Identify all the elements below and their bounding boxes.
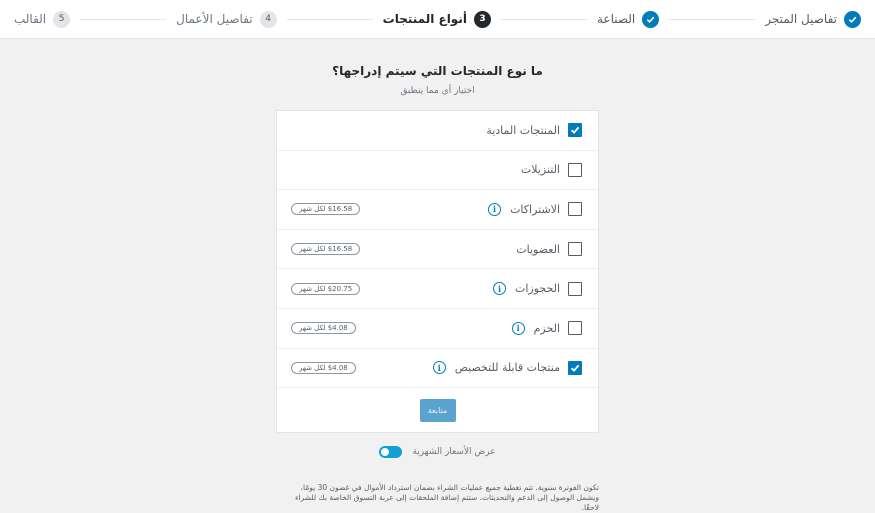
- page-heading: [0, 64, 875, 96]
- product-option-physical[interactable]: [277, 111, 598, 151]
- page-title: ما نوع المنتجات التي سيتم إدراجها؟: [332, 64, 543, 78]
- info-icon[interactable]: i: [493, 282, 506, 295]
- product-option-memberships[interactable]: [277, 230, 598, 270]
- step-industry[interactable]: [597, 11, 659, 28]
- info-icon[interactable]: i: [488, 203, 501, 216]
- price-badge: $4.08 لكل شهر: [291, 362, 356, 374]
- step-connector: [501, 19, 587, 20]
- step-label: القالب: [13, 12, 47, 26]
- toggle-label: عرض الأسعار الشهرية: [412, 447, 496, 457]
- continue-button[interactable]: متابعة: [420, 399, 456, 422]
- info-icon[interactable]: i: [433, 361, 446, 374]
- product-option-label: الاشتراكات: [510, 202, 560, 216]
- step-connector: [80, 19, 166, 20]
- product-option-label: الحزم: [533, 321, 560, 335]
- step-store-details[interactable]: [765, 11, 861, 28]
- step-business-details[interactable]: [176, 11, 276, 28]
- billing-footnote: تكون الفوترة سنوية. تتم تغطية جميع عمليات الشراء بضمان استرداد الأموال في غضون 30 يومًا، ويشمل الوصول إلى الدعم والتحديثات. ستتم إضافة الملحقات إلى عربة التسوق الخاصة بك للشراء لاحقًا.: [294, 483, 599, 512]
- product-option-customizable[interactable]: [277, 349, 598, 389]
- step-label: تفاصيل الأعمال: [176, 12, 253, 26]
- product-option-label: منتجات قابلة للتخصيص: [454, 361, 560, 375]
- step-connector: [287, 19, 373, 20]
- product-option-label: الحجوزات: [514, 282, 560, 296]
- price-badge: $4.08 لكل شهر: [291, 322, 356, 334]
- price-badge: $16.58 لكل شهر: [291, 203, 360, 215]
- checkbox-checked-icon[interactable]: [568, 123, 582, 137]
- price-badge: $20.75 لكل شهر: [291, 283, 360, 295]
- product-option-bookings[interactable]: [277, 269, 598, 309]
- step-number: 3: [474, 11, 491, 28]
- checkbox-unchecked-icon[interactable]: [568, 163, 582, 177]
- monthly-prices-toggle-row: [0, 446, 875, 458]
- product-option-label: المنتجات المادية: [486, 123, 560, 137]
- step-complete-check-icon: [844, 11, 861, 28]
- product-option-bundles[interactable]: [277, 309, 598, 349]
- monthly-prices-toggle[interactable]: [379, 446, 402, 458]
- step-complete-check-icon: [642, 11, 659, 28]
- step-label: الصناعة: [596, 12, 636, 26]
- checkbox-unchecked-icon[interactable]: [568, 242, 582, 256]
- step-label: أنواع المنتجات: [382, 12, 467, 26]
- price-badge: $16.58 لكل شهر: [291, 243, 360, 255]
- step-theme[interactable]: [14, 11, 70, 28]
- product-option-downloads[interactable]: [277, 151, 598, 191]
- step-connector: [669, 19, 755, 20]
- toggle-knob: [381, 448, 389, 456]
- checkbox-checked-icon[interactable]: [568, 361, 582, 375]
- product-option-subscriptions[interactable]: [277, 190, 598, 230]
- step-product-types[interactable]: [383, 11, 491, 28]
- card-actions: [277, 388, 598, 433]
- product-option-label: العضويات: [516, 242, 560, 256]
- product-option-label: التنزيلات: [520, 163, 560, 177]
- checkbox-unchecked-icon[interactable]: [568, 282, 582, 296]
- page-subtitle: اختيار أي مما ينطبق: [400, 86, 475, 96]
- checkbox-unchecked-icon[interactable]: [568, 202, 582, 216]
- checkbox-unchecked-icon[interactable]: [568, 321, 582, 335]
- product-types-card: [276, 110, 599, 433]
- step-label: تفاصيل المتجر: [765, 12, 837, 26]
- info-icon[interactable]: i: [512, 322, 525, 335]
- setup-stepper: [0, 0, 875, 39]
- step-number: 5: [53, 11, 70, 28]
- step-number: 4: [260, 11, 277, 28]
